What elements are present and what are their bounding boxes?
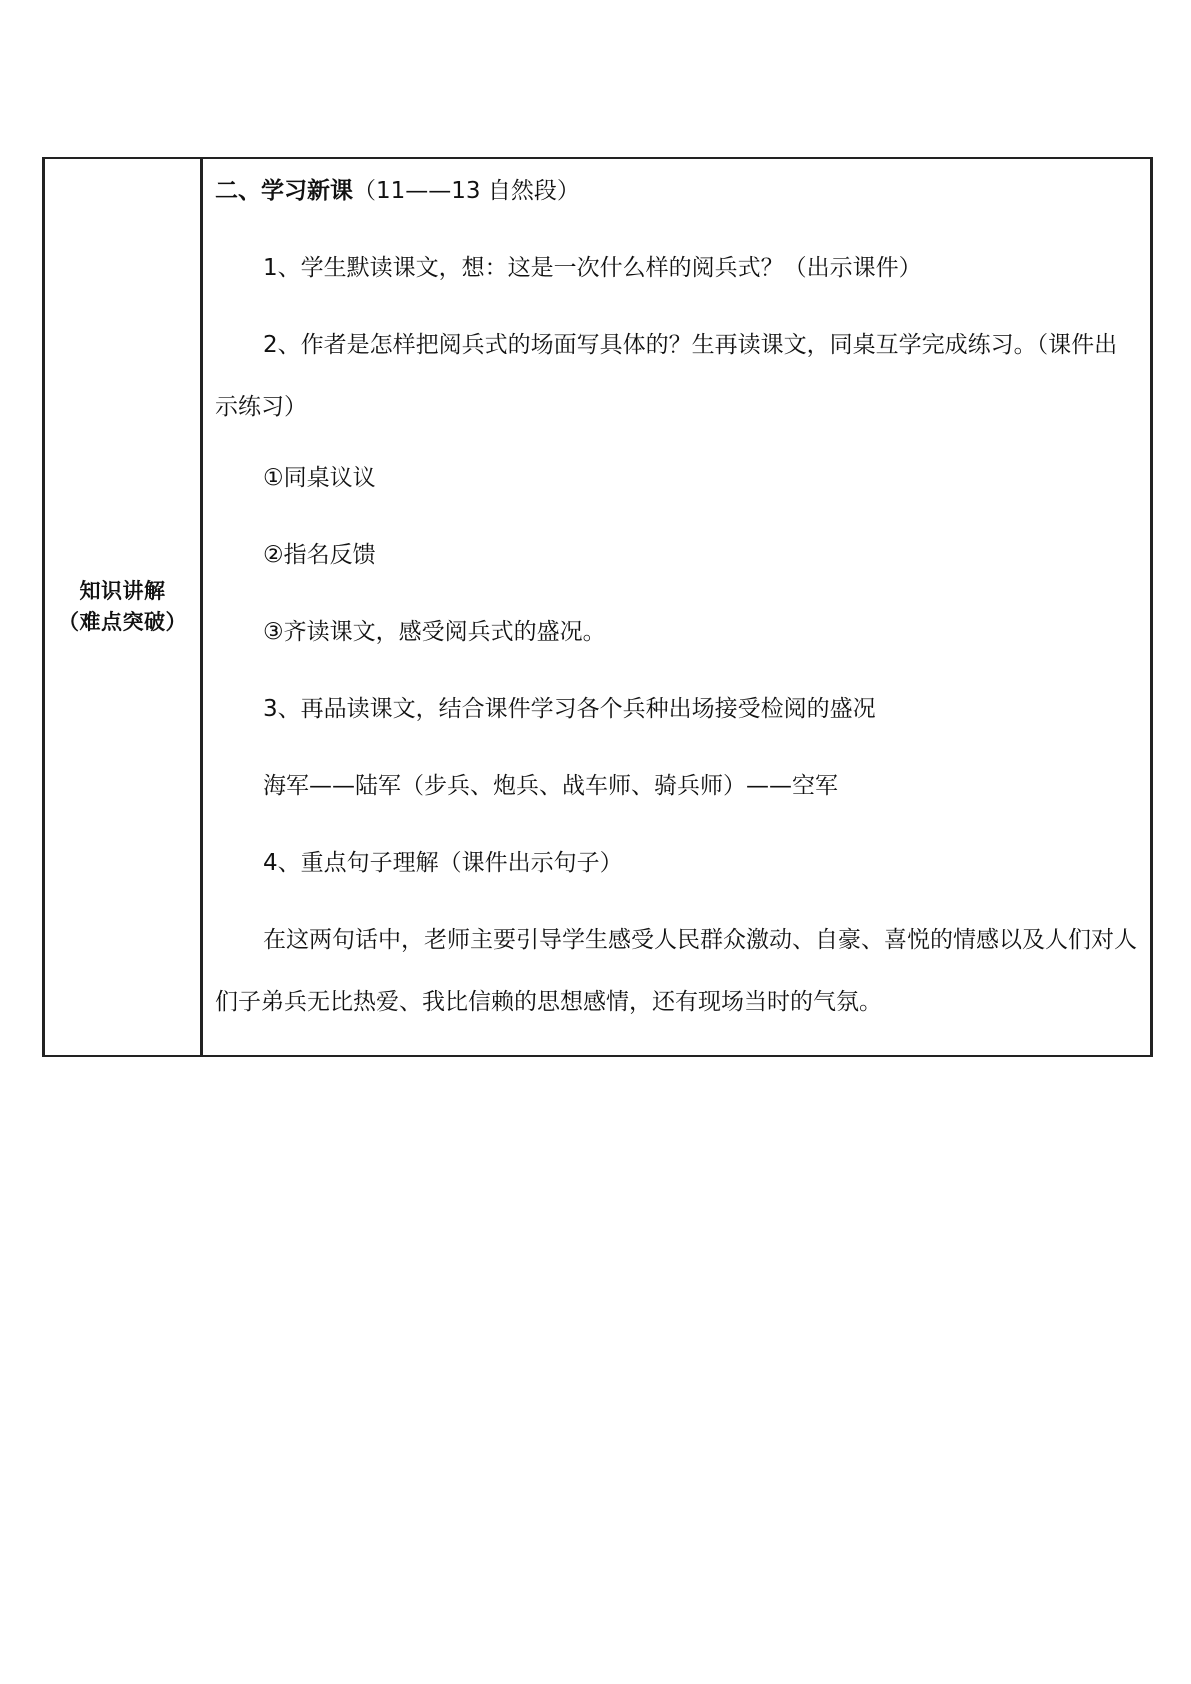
paragraph-1: 1、学生默读课文，想：这是一次什么样的阅兵式？（出示课件） [263, 255, 922, 281]
section-heading-rest: （11——13 自然段） [353, 178, 580, 204]
section-heading-bold: 二、学习新课 [215, 178, 353, 204]
row-label-line-2: （难点突破） [58, 610, 187, 634]
paragraph-6: 3、再品读课文，结合课件学习各个兵种出场接受检阅的盛况 [263, 696, 876, 722]
paragraph-2: 2、作者是怎样把阅兵式的场面写具体的？生再读课文，同桌互学完成练习。（课件出示练习） [215, 332, 1118, 420]
paragraph-4: ②指名反馈 [263, 542, 376, 568]
paragraph-8: 4、重点句子理解（课件出示句子） [263, 850, 623, 876]
row-label-line-1: 知识讲解 [79, 579, 166, 603]
paragraph-9: 在这两句话中，老师主要引导学生感受人民群众激动、自豪、喜悦的情感以及人们对人们子弟兵无比热爱、我比信赖的思想感情，还有现场当时的气氛。 [215, 927, 1137, 1015]
paragraph-7: 海军——陆军（步兵、炮兵、战车师、骑兵师）——空军 [263, 773, 838, 799]
section-heading [215, 169, 1140, 213]
table-row [44, 158, 1152, 1056]
paragraph-3: ①同桌议议 [263, 465, 376, 491]
row-content-cell [202, 158, 1152, 1056]
paragraph-5: ③齐读课文，感受阅兵式的盛况。 [263, 619, 606, 645]
row-label-cell [44, 158, 202, 1056]
lesson-plan-table [42, 157, 1153, 1057]
